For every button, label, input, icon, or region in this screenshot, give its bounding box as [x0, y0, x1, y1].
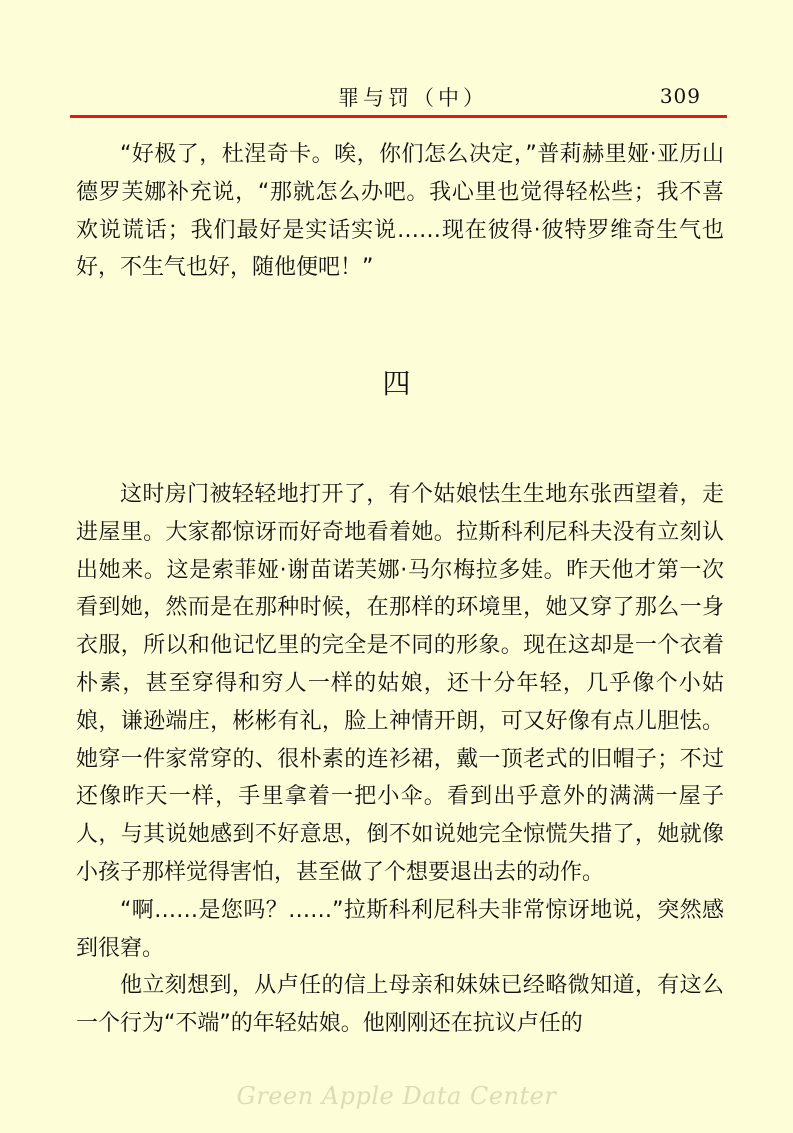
watermark: Green Apple Data Center	[236, 1082, 557, 1110]
chapter-number: 四	[382, 367, 411, 400]
paragraph: 这时房门被轻轻地打开了，有个姑娘怯生生地东张西望着，走进屋里。大家都惊讶而好奇地看着她。拉斯科利尼科夫没有立刻认出她来。这是索菲娅·谢苗诺芙娜·马尔梅拉多娃。昨天他才第一次看到她，然而是在那种时候，在那样的环境里，她又穿了那么一身衣服，所以和他记忆里的完全是不同的形象。现在这却是一个衣着朴素，甚至穿得和穷人一样的姑娘，还十分年轻，几乎像个小姑娘，谦逊端庄，彬彬有礼，脸上神情开朗，可又好像有点儿胆怯。她穿一件家常穿的、很朴素的连衫裙，戴一顶老式的旧帽子；不过还像昨天一样，手里拿着一把小伞。看到出乎意外的满满一屋子人，与其说她感到不好意思，倒不如说她完全惊慌失措了，她就像小孩子那样觉得害怕，甚至做了个想要退出去的动作。	[76, 482, 724, 885]
paragraph: “好极了，杜涅奇卡。唉，你们怎么决定，”普莉赫里娅·亚历山德罗芙娜补充说，“那就怎么办吧。我心里也觉得轻松些；我不喜欢说谎话；我们最好是实话实说……现在彼得·彼特罗维奇生气也好，不生气也好，随他便吧！”	[76, 142, 724, 281]
text-block-top	[76, 136, 724, 287]
page-number: 309	[659, 84, 701, 108]
header-rule	[70, 115, 727, 118]
paragraph: 他立刻想到，从卢任的信上母亲和妹妹已经略微知道，有这么一个行为“不端”的年轻姑娘。他刚刚还在抗议卢任的	[76, 973, 724, 1037]
page-header	[70, 78, 727, 118]
running-title: 罪与罚（中）	[338, 86, 488, 110]
text-block-main	[76, 476, 724, 1043]
paragraph: “啊……是您吗？……”拉斯科利尼科夫非常惊讶地说，突然感到很窘。	[76, 897, 724, 961]
